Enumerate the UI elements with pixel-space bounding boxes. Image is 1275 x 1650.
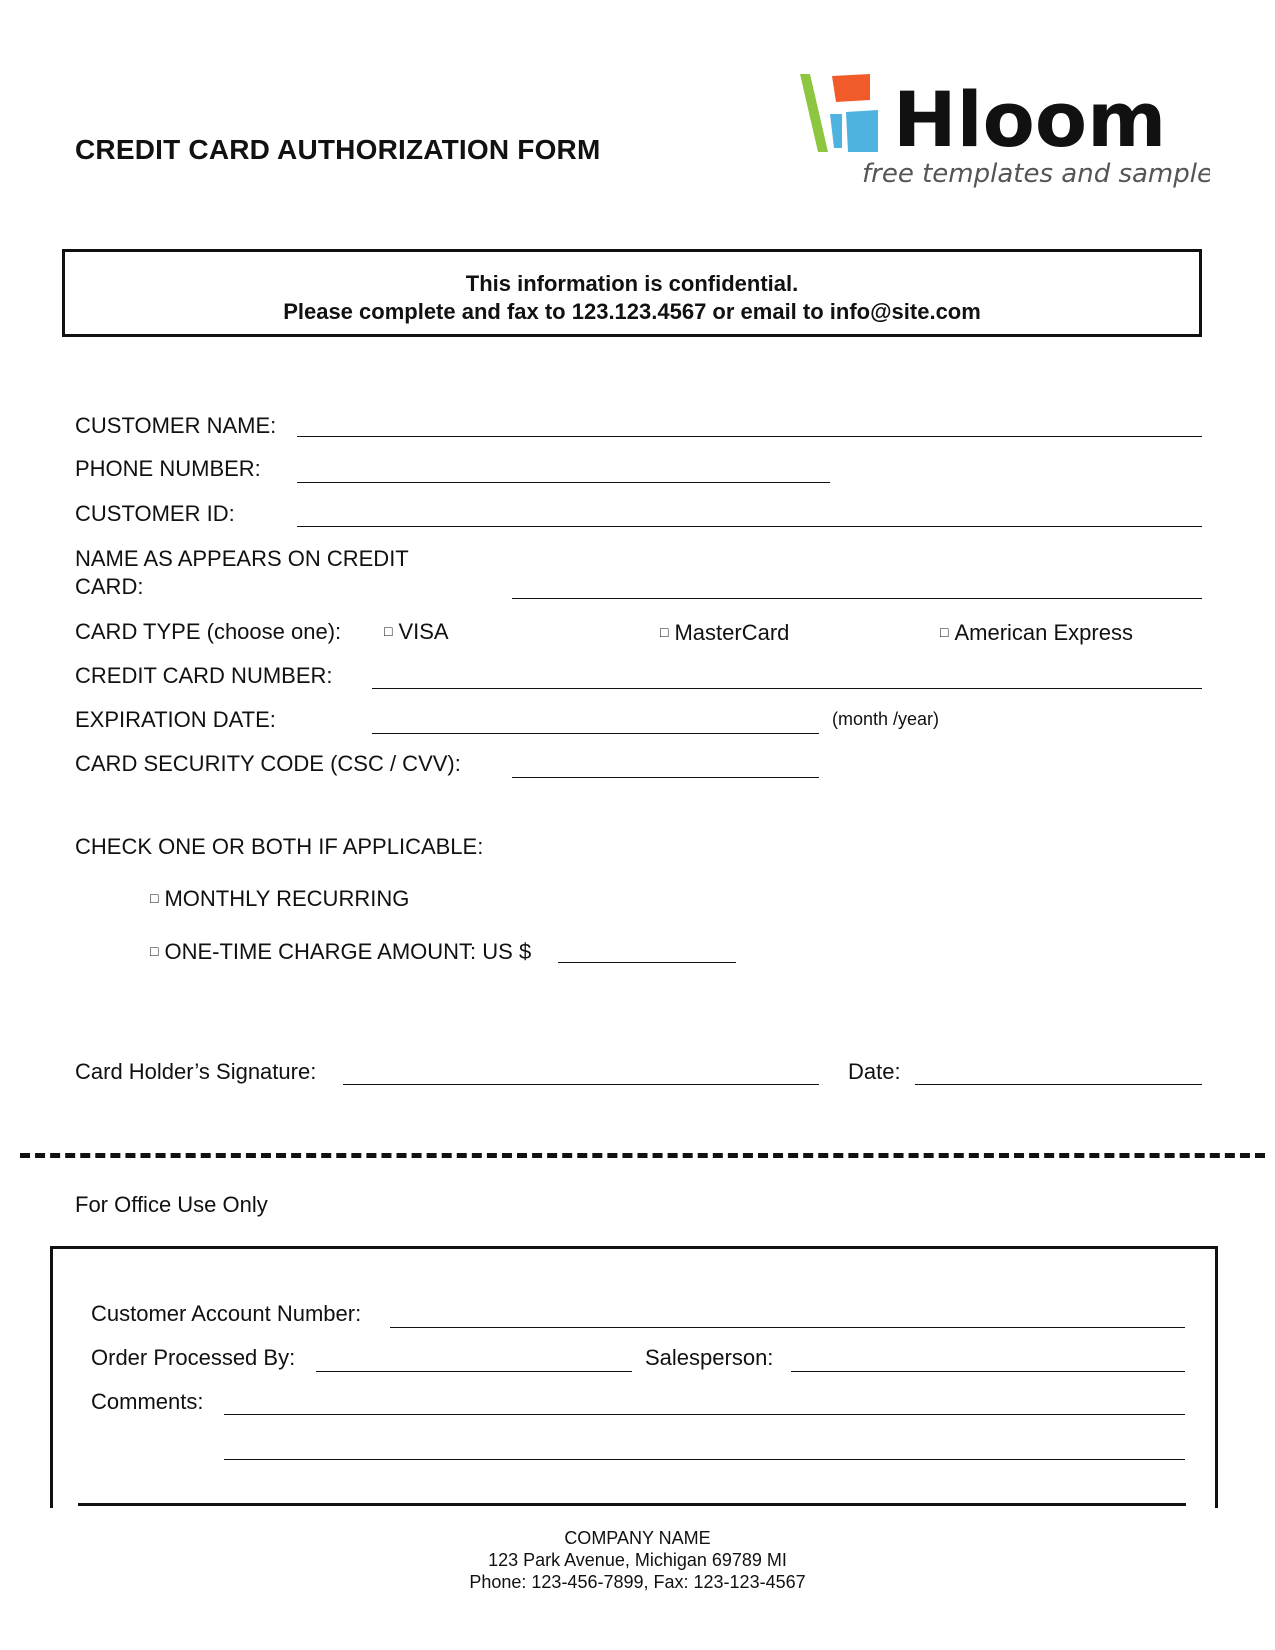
security-code-label: CARD SECURITY CODE (CSC / CVV):: [75, 751, 461, 776]
customer-name-field[interactable]: [297, 436, 1202, 437]
comments-label: Comments:: [91, 1389, 204, 1414]
card-type-label: CARD TYPE (choose one):: [75, 619, 342, 644]
logo-mark-icon: [800, 70, 1210, 200]
card-number-label: CREDIT CARD NUMBER:: [75, 663, 333, 688]
visa-label: VISA: [398, 619, 449, 644]
signature-label: Card Holder’s Signature:: [75, 1059, 317, 1084]
monthly-recurring-label: MONTHLY RECURRING: [164, 886, 410, 911]
monthly-recurring-checkbox[interactable]: [150, 886, 409, 912]
name-on-card-field[interactable]: [512, 598, 1202, 599]
salesperson-label: Salesperson:: [645, 1345, 774, 1370]
security-code-field[interactable]: [512, 777, 819, 778]
mastercard-checkbox[interactable]: [660, 620, 789, 646]
name-on-card-label-2: CARD:: [75, 574, 144, 599]
card-number-field[interactable]: [372, 688, 1202, 689]
footer-contact: Phone: 123-456-7899, Fax: 123-123-4567: [469, 1572, 806, 1592]
processed-by-label: Order Processed By:: [91, 1345, 296, 1370]
customer-id-label: CUSTOMER ID:: [75, 501, 235, 526]
comments-field-line-2[interactable]: [224, 1459, 1185, 1460]
processed-by-field[interactable]: [316, 1371, 632, 1372]
date-field[interactable]: [915, 1084, 1202, 1085]
comments-field[interactable]: [224, 1414, 1185, 1415]
account-number-label: Customer Account Number:: [91, 1301, 362, 1326]
visa-checkbox[interactable]: [384, 619, 449, 645]
office-use-heading: For Office Use Only: [75, 1192, 268, 1217]
expiration-hint: (month /year): [832, 709, 940, 729]
amex-label: American Express: [954, 620, 1133, 645]
phone-number-label: PHONE NUMBER:: [75, 456, 261, 481]
logo-wordmark: Hloom: [893, 75, 1167, 164]
name-on-card-label: NAME AS APPEARS ON CREDIT: [75, 546, 409, 571]
footer-address: 123 Park Avenue, Michigan 69789 MI: [488, 1550, 787, 1570]
confidential-notice: [62, 249, 1202, 337]
one-time-charge-checkbox[interactable]: [150, 939, 531, 965]
customer-name-label: CUSTOMER NAME:: [75, 413, 277, 438]
checkbox-icon: □: [150, 890, 159, 906]
checkbox-icon: □: [660, 624, 669, 640]
one-time-amount-field[interactable]: [558, 962, 736, 963]
logo-tagline: free templates and samples: [862, 159, 1210, 189]
mastercard-label: MasterCard: [674, 620, 790, 645]
office-use-box: [50, 1246, 1218, 1508]
charges-heading: CHECK ONE OR BOTH IF APPLICABLE:: [75, 834, 484, 859]
expiration-date-label: EXPIRATION DATE:: [75, 707, 276, 732]
form-title: CREDIT CARD AUTHORIZATION FORM: [75, 134, 601, 165]
checkbox-icon: □: [384, 623, 393, 639]
footer-company: COMPANY NAME: [564, 1528, 711, 1548]
phone-number-field[interactable]: [297, 482, 830, 483]
hloom-logo: [800, 70, 1210, 200]
salesperson-field[interactable]: [791, 1371, 1185, 1372]
date-label: Date:: [848, 1059, 901, 1084]
customer-id-field[interactable]: [297, 526, 1202, 527]
signature-field[interactable]: [343, 1084, 819, 1085]
account-number-field[interactable]: [390, 1327, 1185, 1328]
expiration-date-field[interactable]: [372, 733, 819, 734]
one-time-charge-label: ONE-TIME CHARGE AMOUNT: US $: [164, 939, 532, 964]
checkbox-icon: □: [150, 943, 159, 959]
notice-line-1: This information is confidential.: [465, 271, 799, 296]
checkbox-icon: □: [940, 624, 949, 640]
office-box-bottom-rule: [78, 1503, 1186, 1506]
notice-line-2: Please complete and fax to 123.123.4567 or email to info@site.com: [283, 299, 981, 324]
amex-checkbox[interactable]: [940, 620, 1133, 646]
cut-line-divider: [20, 1153, 1265, 1158]
